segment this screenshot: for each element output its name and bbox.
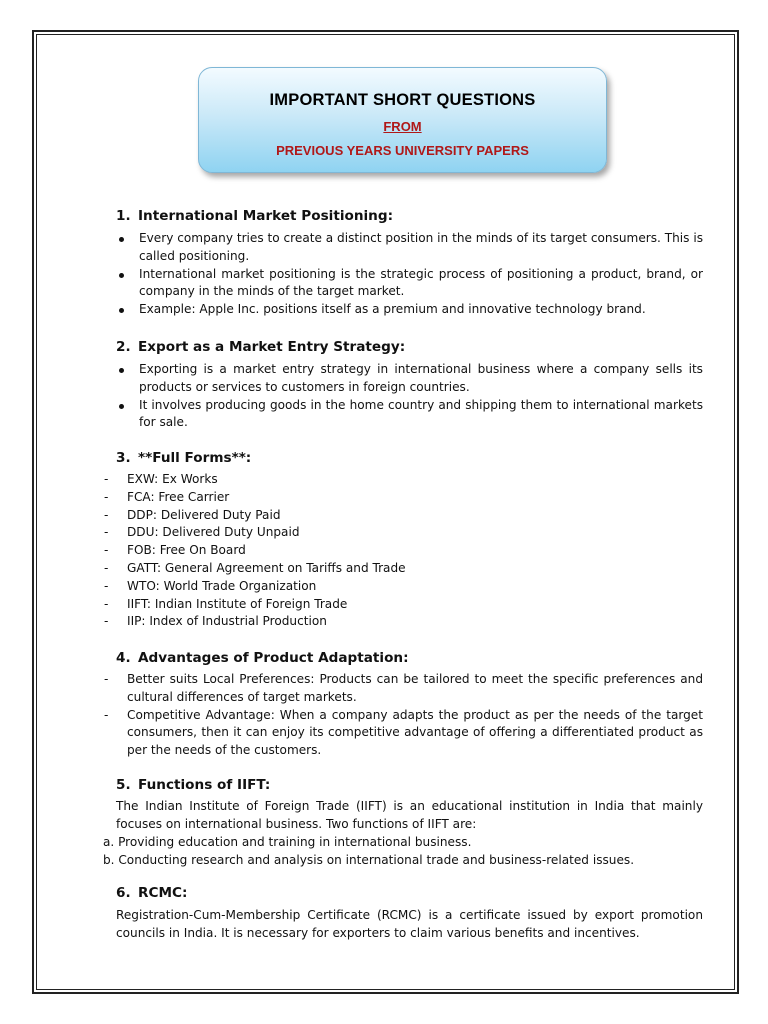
list-item: - GATT: General Agreement on Tariffs and Trade (104, 560, 703, 578)
banner-from: FROM (383, 119, 422, 134)
list-item: - WTO: World Trade Organization (104, 578, 703, 596)
list-item: - DDP: Delivered Duty Paid (104, 507, 703, 525)
list-item: Every company tries to create a distinct position in the minds of its target consumers. This is called positioning. (116, 230, 703, 266)
section-heading (116, 885, 187, 903)
bullet-list (116, 361, 703, 432)
list-item: - FOB: Free On Board (104, 542, 703, 560)
section-title: International Market Positioning: (138, 208, 394, 224)
section-heading (116, 208, 393, 226)
section-number: 3. (116, 450, 131, 466)
section-heading (116, 450, 251, 468)
section-paragraph: The Indian Institute of Foreign Trade (IIFT) is an educational institution in India that mainly focuses on international business. Two functions of IIFT are: (116, 799, 703, 831)
dash-list (104, 471, 703, 631)
list-item: - FCA: Free Carrier (104, 489, 703, 507)
section-number: 1. (116, 208, 131, 224)
lettered-list (103, 834, 703, 870)
list-item: Example: Apple Inc. positions itself as a premium and innovative technology brand. (116, 301, 703, 319)
list-item: International market positioning is the strategic process of positioning a product, brand, or company in the minds of the target market. (116, 266, 703, 302)
list-item: - Better suits Local Preferences: Products can be tailored to meet the specific preferences and cultural differences of target markets. (104, 671, 703, 707)
section-number: 2. (116, 339, 131, 355)
section-heading (116, 650, 409, 668)
list-item: b. Conducting research and analysis on international trade and business-related issues. (103, 852, 635, 867)
list-item: - IIFT: Indian Institute of Foreign Trade (104, 596, 703, 614)
list-item: Exporting is a market entry strategy in international business where a company sells its products or services to customers in foreign countries. (116, 361, 703, 397)
list-item: a. Providing education and training in international business. (103, 835, 472, 849)
section-paragraph: Registration-Cum-Membership Certificate (RCMC) is a certificate issued by export promotion councils in India. It is necessary for exporters to claim various benefits and incentives. (116, 908, 703, 940)
list-item: - Competitive Advantage: When a company adapts the product as per the needs of the target consumers, then it can enjoy its competitive advantage of offering a differentiated product as per the needs of the customers. (104, 707, 703, 760)
section-number: 5. (116, 777, 131, 793)
banner-title: IMPORTANT SHORT QUESTIONS (269, 91, 536, 109)
bullet-list (116, 230, 703, 319)
section-heading (116, 339, 405, 357)
list-item: - IIP: Index of Industrial Production (104, 613, 703, 631)
section-heading (116, 777, 270, 795)
list-item: - DDU: Delivered Duty Unpaid (104, 524, 703, 542)
section-title: **Full Forms**: (138, 450, 252, 466)
section-title: Advantages of Product Adaptation: (138, 650, 409, 666)
section-title: Export as a Market Entry Strategy: (138, 339, 406, 355)
section-number: 4. (116, 650, 131, 666)
section-title: Functions of IIFT: (138, 777, 271, 793)
list-item: - EXW: Ex Works (104, 471, 703, 489)
dash-list (104, 671, 703, 760)
banner-subtitle: PREVIOUS YEARS UNIVERSITY PAPERS (276, 143, 529, 158)
section-title: RCMC: (138, 885, 188, 901)
section-number: 6. (116, 885, 131, 901)
list-item: It involves producing goods in the home country and shipping them to international markets for sale. (116, 397, 703, 433)
